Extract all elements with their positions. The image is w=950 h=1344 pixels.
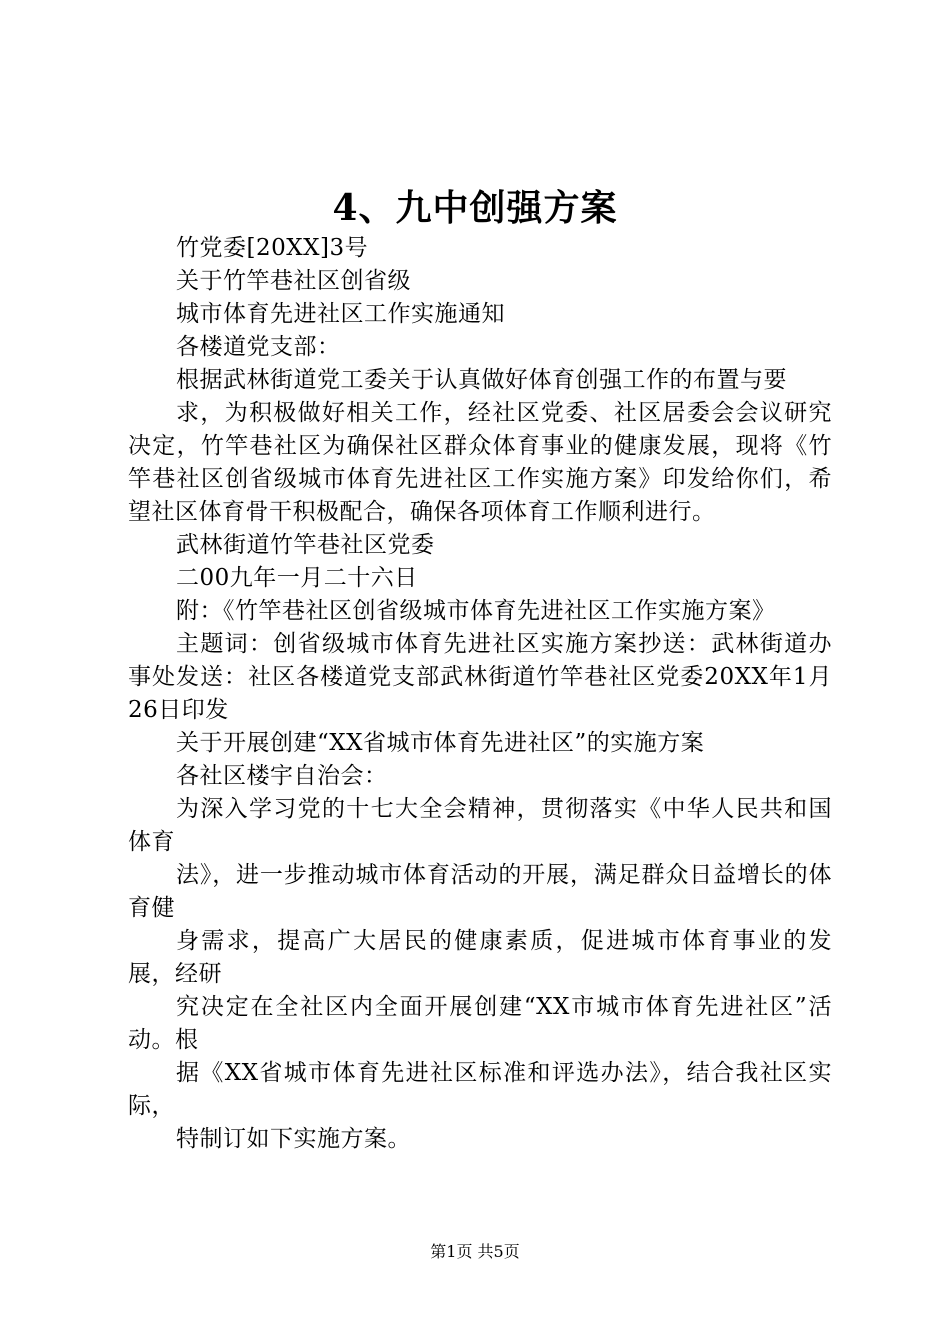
paragraph: 求，为积极做好相关工作，经社区党委、社区居委会会议研究决定，竹竿巷社区为确保社区群众体育事业的健康发展，现将《竹竿巷社区创省级城市体育先进社区工作实施方案》印发给你们，希望社区体育骨干积极配合，确保各项体育工作顺利进行。 (128, 400, 832, 525)
paragraph: 为深入学习党的十七大全会精神，贯彻落实《中华人民共和国体育 (128, 796, 832, 855)
doc-number: 竹党委[20XX]3号 (176, 235, 369, 261)
addressee: 各楼道党支部： (176, 334, 341, 360)
subject-words: 主题词：创省级城市体育先进社区实施方案抄送：武林街道办事处发送：社区各楼道党支部武林街道竹竿巷社区党委20XX年1月26日印发 (128, 631, 832, 723)
document-body (128, 232, 832, 1156)
paragraph: 身需求，提高广大居民的健康素质，促进城市体育事业的发展，经研 (128, 928, 832, 987)
signature-date: 二00九年一月二十六日 (176, 565, 418, 591)
notice-title-line-2: 城市体育先进社区工作实施通知 (176, 301, 505, 327)
signature-org: 武林街道竹竿巷社区党委 (176, 532, 435, 558)
paragraph: 根据武林街道党工委关于认真做好体育创强工作的布置与要 (176, 367, 787, 393)
notice-title-line-1: 关于竹竿巷社区创省级 (176, 268, 411, 294)
plan-addressee: 各社区楼宇自治会： (176, 763, 388, 789)
plan-title: 关于开展创建“XX省城市体育先进社区”的实施方案 (176, 730, 705, 756)
document-title: 4、九中创强方案 (332, 187, 618, 229)
paragraph: 据《XX省城市体育先进社区标准和评选办法》，结合我社区实际， (128, 1060, 832, 1119)
paragraph: 究决定在全社区内全面开展创建“XX市城市体育先进社区”活动。根 (128, 994, 832, 1053)
paragraph: 特制订如下实施方案。 (176, 1126, 411, 1152)
page-footer: 第1页 共5页 (430, 1242, 520, 1261)
attachment-note: 附：《竹竿巷社区创省级城市体育先进社区工作实施方案》 (176, 598, 776, 624)
paragraph: 法》，进一步推动城市体育活动的开展，满足群众日益增长的体育健 (128, 862, 832, 921)
